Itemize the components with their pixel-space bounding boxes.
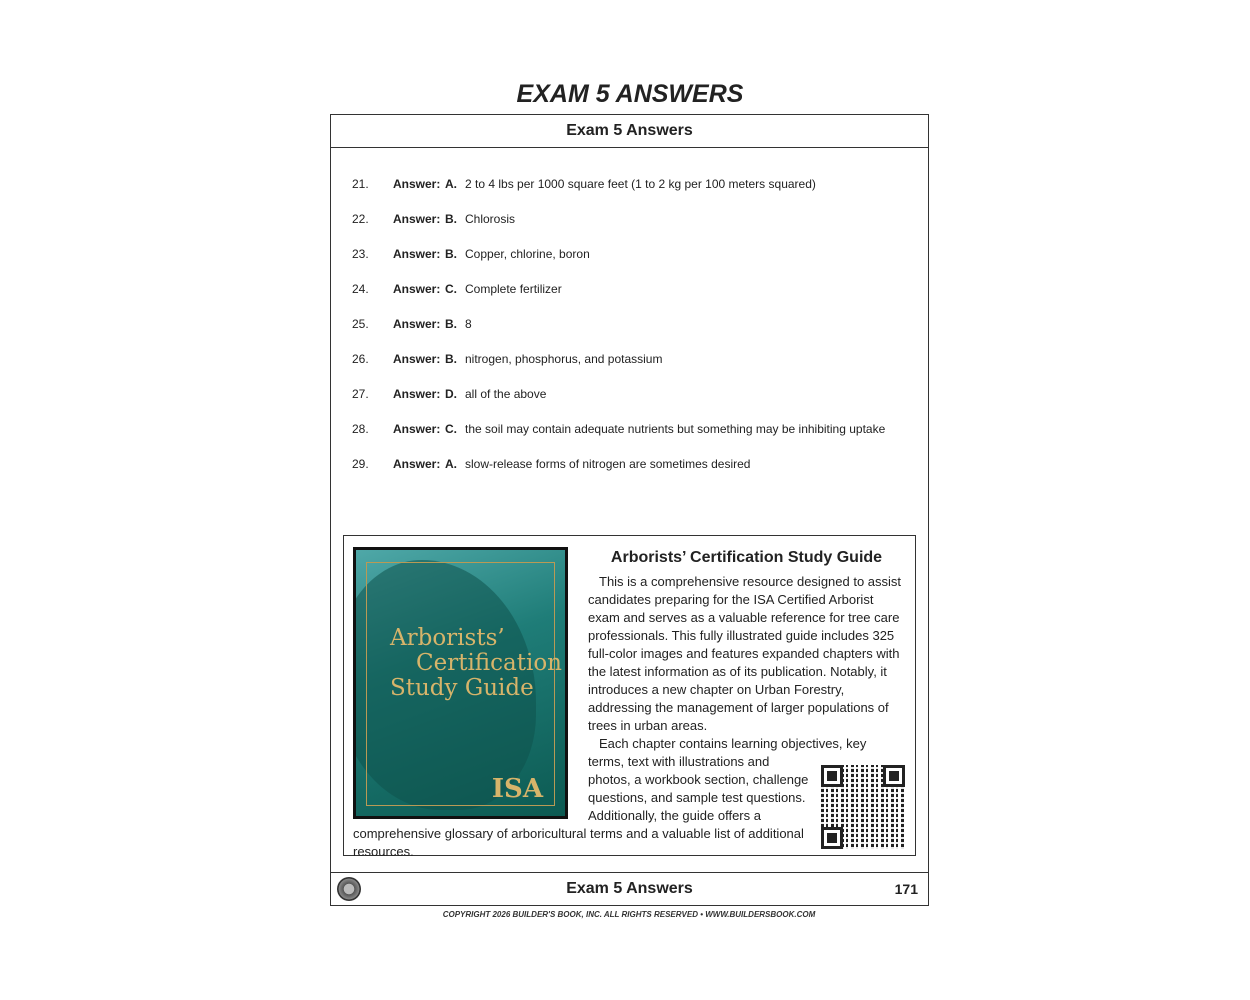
- seal-logo-icon: [337, 877, 361, 901]
- isa-logo: ISA: [491, 774, 543, 804]
- answer-text: 8: [465, 317, 472, 331]
- answer-text: slow-release forms of nitrogen are sometimes desired: [465, 457, 751, 471]
- answer-letter: B.: [445, 352, 457, 366]
- section-header: Exam 5 Answers: [331, 115, 928, 148]
- page-footer: [331, 872, 928, 905]
- page-number: 171: [894, 881, 918, 897]
- answer-text: Copper, chlorine, boron: [465, 247, 590, 261]
- answer-letter: C.: [445, 282, 457, 296]
- qr-code[interactable]: [821, 765, 905, 849]
- answer-row: [352, 457, 885, 492]
- answer-row: [352, 422, 885, 457]
- copyright: COPYRIGHT 2026 BUILDER'S BOOK, INC. ALL RIGHTS RESERVED • WWW.BUILDERSBOOK.COM: [442, 910, 816, 919]
- question-number: 21.: [352, 177, 369, 191]
- answer-row: [352, 387, 885, 422]
- promo-paragraph: This is a comprehensive resource designed to assist candidates preparing for the ISA Certified Arborist exam and serves as a valuable reference for tree care professionals. This fully illustrated guide includes 325 full-color images and features expanded chapters with the latest information as of its publication. Notably, it introduces a new chapter on Urban Forestry, addressing the management of larger populations of trees in urban areas.: [588, 574, 902, 733]
- answer-text: all of the above: [465, 387, 547, 401]
- cover-title: Arborists’ Certification Study Guide: [390, 625, 562, 701]
- answer-row: [352, 177, 885, 212]
- question-number: 24.: [352, 282, 369, 296]
- promo-title: Arborists’ Certification Study Guide: [610, 549, 883, 566]
- book-cover-image: [353, 547, 568, 819]
- answer-letter: C.: [445, 422, 457, 436]
- answer-text: 2 to 4 lbs per 1000 square feet (1 to 2 kg per 100 meters squared): [465, 177, 816, 191]
- question-number: 23.: [352, 247, 369, 261]
- answer-label: Answer:: [393, 422, 441, 436]
- answer-letter: B.: [445, 317, 457, 331]
- answer-row: [352, 212, 885, 247]
- answer-row: [352, 317, 885, 352]
- question-number: 22.: [352, 212, 369, 226]
- answer-letter: B.: [445, 247, 457, 261]
- answer-label: Answer:: [393, 317, 441, 331]
- answer-label: Answer:: [393, 212, 441, 226]
- answer-label: Answer:: [393, 282, 441, 296]
- answer-letter: D.: [445, 387, 457, 401]
- answer-label: Answer:: [393, 352, 441, 366]
- footer-title: Exam 5 Answers: [566, 880, 693, 897]
- answer-row: [352, 247, 885, 282]
- question-number: 25.: [352, 317, 369, 331]
- promo-paragraph: Each chapter contains learning objectives, key terms, text with illustrations and photos, a workbook section, challenge questions, and sample test questions. Additionally, the guide offers a comprehensive glossary of arboricultural terms and a valuable list of additional resources.: [353, 736, 867, 859]
- answer-row: [352, 282, 885, 317]
- question-number: 26.: [352, 352, 369, 366]
- page-title: EXAM 5 ANSWERS: [516, 80, 744, 108]
- answer-text: nitrogen, phosphorus, and potassium: [465, 352, 663, 366]
- answer-label: Answer:: [393, 177, 441, 191]
- content-frame: [330, 114, 929, 906]
- answers-list: [352, 177, 885, 492]
- answer-label: Answer:: [393, 387, 441, 401]
- answer-text: Chlorosis: [465, 212, 516, 226]
- answer-text: the soil may contain adequate nutrients but something may be inhibiting uptake: [465, 422, 886, 436]
- answer-label: Answer:: [393, 457, 441, 471]
- answer-row: [352, 352, 885, 387]
- answer-text: Complete fertilizer: [465, 282, 562, 296]
- answer-letter: A.: [445, 177, 457, 191]
- answer-letter: B.: [445, 212, 457, 226]
- answer-label: Answer:: [393, 247, 441, 261]
- promo-box: [343, 535, 916, 859]
- question-number: 28.: [352, 422, 369, 436]
- question-number: 27.: [352, 387, 369, 401]
- answer-letter: A.: [445, 457, 457, 471]
- question-number: 29.: [352, 457, 369, 471]
